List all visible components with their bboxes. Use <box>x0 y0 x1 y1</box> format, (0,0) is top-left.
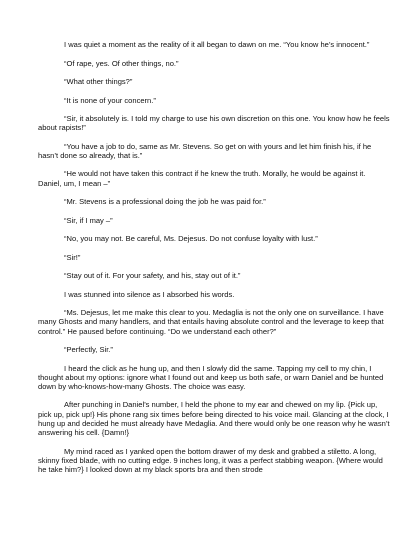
paragraph: After punching in Daniel’s number, I held the phone to my ear and chewed on my lip. {Pick up, pick up, pick up!} His phone rang six times before being directed to his voice mail. Glancing at the clock, I hung up and decided he must already have Medaglia. And there would only be one reason why he wasn’t answering his cell. {Damn!} <box>38 400 390 438</box>
paragraph: “He would not have taken this contract if he knew the truth. Morally, he would be against it. Daniel, um, I mean –” <box>38 169 366 188</box>
paragraph: I heard the click as he hung up, and then I slowly did the same. Tapping my cell to my chin, I thought about my options: ignore what I found out and keep us both safe, or warn Daniel and be hunted down by who-knows-how-many Ghosts. The choice was easy. <box>38 363 384 391</box>
paragraph: “Stay out of it. For your safety, and his, stay out of it.” <box>64 271 241 281</box>
paragraph: “Sir, if I may –” <box>64 215 113 225</box>
paragraph: My mind raced as I yanked open the bottom drawer of my desk and grabbed a stiletto. A long, skinny fixed blade, with no cutting edge. 9 inches long, it was a perfect stabbing weapon. {Where would he take him?} I looked down at my black sports bra and then strode <box>38 446 383 474</box>
paragraph: “Ms. Dejesus, let me make this clear to you. Medaglia is not the only one on surveillance. I have many Ghosts and many handlers, and that entails having absolute control and the leverage to keep that control.” He paused before continuing. “Do we understand each other?” <box>38 308 384 336</box>
paragraph: “It is none of your concern.” <box>64 95 156 105</box>
paragraph: “Of rape, yes. Of other things, no.” <box>64 58 179 68</box>
paragraph: “No, you may not. Be careful, Ms. Dejesus. Do not confuse loyalty with lust.” <box>64 234 318 244</box>
document-page <box>38 40 390 474</box>
paragraph: “Sir, it absolutely is. I told my charge to use his own discretion on this one. You know how he feels about rapists!” <box>38 114 390 133</box>
paragraph: I was quiet a moment as the reality of it all began to dawn on me. “You know he’s innocent.” <box>64 40 370 49</box>
paragraph: “You have a job to do, same as Mr. Stevens. So get on with yours and let him finish his, if he hasn’t done so already, that is.” <box>38 141 372 160</box>
paragraph: “Perfectly, Sir.” <box>64 345 113 355</box>
paragraph: “Mr. Stevens is a professional doing the job he was paid for.” <box>64 197 266 207</box>
paragraph: “Sir!” <box>64 252 81 262</box>
paragraph: I was stunned into silence as I absorbed his words. <box>64 289 235 299</box>
paragraph: “What other things?” <box>64 77 133 86</box>
